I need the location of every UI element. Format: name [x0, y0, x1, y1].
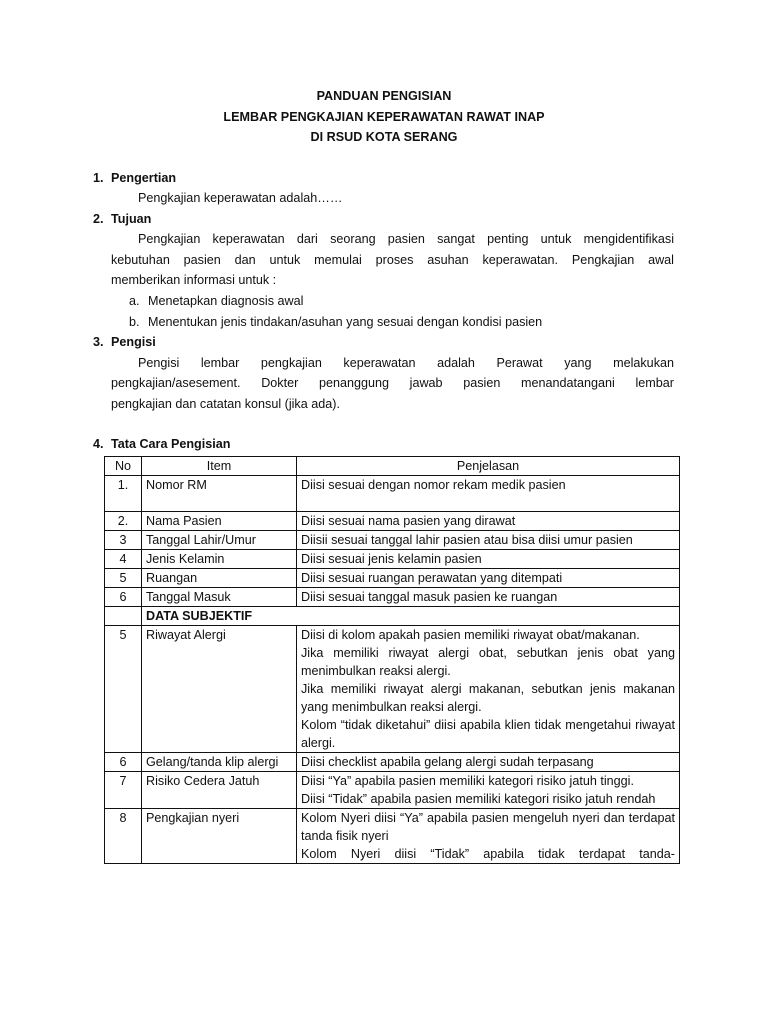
row-item: Jenis Kelamin — [142, 550, 297, 569]
table-row — [105, 772, 680, 809]
doc-title-line-1: PANDUAN PENGISIAN — [316, 89, 452, 103]
subheading-data-subjektif: DATA SUBJEKTIF — [142, 607, 680, 626]
section-2-number: 2. — [93, 212, 104, 226]
row-no: 1. — [105, 476, 142, 512]
row-no: 6 — [105, 588, 142, 607]
section-2-item-a: Menetapkan diagnosis awal — [148, 294, 304, 308]
section-1-heading: Pengertian — [111, 171, 177, 185]
table-row — [105, 626, 680, 753]
section-3-heading: Pengisi — [111, 335, 156, 349]
row-desc: Diisi checklist apabila gelang alergi sudah terpasang — [297, 753, 680, 772]
table-row — [105, 550, 680, 569]
section-3-line-3: pengkajian dan catatan konsul (jika ada). — [111, 397, 340, 411]
table-header-row — [105, 457, 680, 476]
header-no: No — [105, 457, 142, 476]
section-3-line-2: pengkajian/asesement. Dokter penanggung jawab pasien menandatangani lembar — [111, 376, 674, 390]
row-no: 8 — [105, 809, 142, 864]
section-2-item-b: Menentukan jenis tindakan/asuhan yang sesuai dengan kondisi pasien — [148, 315, 543, 329]
section-2-item-a-label: a. — [129, 294, 140, 308]
table-row — [105, 531, 680, 550]
jatuh-desc-1: Diisi “Ya” apabila pasien memiliki kategori risiko jatuh tinggi. — [301, 774, 634, 788]
section-3-number: 3. — [93, 335, 104, 349]
table-subheading-row — [105, 607, 680, 626]
row-item: Pengkajian nyeri — [142, 809, 297, 864]
tata-cara-table — [104, 456, 680, 864]
section-4-heading: Tata Cara Pengisian — [111, 437, 231, 451]
row-item: Riwayat Alergi — [142, 626, 297, 753]
row-desc — [297, 626, 680, 753]
row-no: 2. — [105, 512, 142, 531]
row-item: Tanggal Masuk — [142, 588, 297, 607]
row-desc: Diisi sesuai dengan nomor rekam medik pasien — [297, 476, 680, 512]
row-desc: Diisi sesuai ruangan perawatan yang ditempati — [297, 569, 680, 588]
row-no: 3 — [105, 531, 142, 550]
table-row — [105, 476, 680, 512]
section-1-body: Pengkajian keperawatan adalah…… — [138, 191, 343, 205]
doc-title-line-2: LEMBAR PENGKAJIAN KEPERAWATAN RAWAT INAP — [223, 110, 545, 124]
row-no: 6 — [105, 753, 142, 772]
row-no: 5 — [105, 626, 142, 753]
row-no: 7 — [105, 772, 142, 809]
section-2-line-2: kebutuhan pasien dan untuk memulai proses asuhan keperawatan. Pengkajian awal — [111, 253, 674, 267]
table-row — [105, 809, 680, 864]
row-desc: Diisi sesuai nama pasien yang dirawat — [297, 512, 680, 531]
row-item: Ruangan — [142, 569, 297, 588]
section-4-number: 4. — [93, 437, 104, 451]
row-no: 5 — [105, 569, 142, 588]
section-2-line-1: Pengkajian keperawatan dari seorang pasien sangat penting untuk mengidentifikasi — [138, 232, 674, 246]
row-desc — [297, 809, 680, 864]
section-3-line-1: Pengisi lembar pengkajian keperawatan adalah Perawat yang melakukan — [138, 356, 674, 370]
nyeri-desc-1: Kolom Nyeri diisi “Ya” apabila pasien mengeluh nyeri dan terdapat tanda fisik nyeri — [301, 811, 675, 843]
header-item: Item — [142, 457, 297, 476]
header-penjelasan: Penjelasan — [297, 457, 680, 476]
jatuh-desc-2: Diisi “Tidak” apabila pasien memiliki kategori risiko jatuh rendah — [301, 792, 656, 806]
row-item: Gelang/tanda klip alergi — [142, 753, 297, 772]
section-2-heading: Tujuan — [111, 212, 152, 226]
section-2-line-3: memberikan informasi untuk : — [111, 273, 277, 287]
table-row — [105, 753, 680, 772]
row-no: 4 — [105, 550, 142, 569]
row-item: Tanggal Lahir/Umur — [142, 531, 297, 550]
row-desc: Diisii sesuai tanggal lahir pasien atau bisa diisi umur pasien — [297, 531, 680, 550]
row-item: Nomor RM — [142, 476, 297, 512]
row-item: Nama Pasien — [142, 512, 297, 531]
row-desc: Diisi sesuai tanggal masuk pasien ke ruangan — [297, 588, 680, 607]
subheading-empty-cell — [105, 607, 142, 626]
row-item: Risiko Cedera Jatuh — [142, 772, 297, 809]
table-row — [105, 588, 680, 607]
alergi-desc-1: Diisi di kolom apakah pasien memiliki riwayat obat/makanan. — [301, 628, 640, 642]
doc-title-line-3: DI RSUD KOTA SERANG — [310, 130, 458, 144]
section-1-number: 1. — [93, 171, 104, 185]
nyeri-desc-2: Kolom Nyeri diisi “Tidak” apabila tidak terdapat tanda- — [301, 847, 675, 861]
alergi-desc-4: Kolom “tidak diketahui” diisi apabila klien tidak mengetahui riwayat alergi. — [301, 718, 675, 750]
alergi-desc-2: Jika memiliki riwayat alergi obat, sebutkan jenis obat yang menimbulkan reaksi alergi. — [301, 646, 675, 678]
row-desc: Diisi sesuai jenis kelamin pasien — [297, 550, 680, 569]
alergi-desc-3: Jika memiliki riwayat alergi makanan, sebutkan jenis makanan yang menimbulkan reaksi alergi. — [301, 682, 675, 714]
table-row — [105, 569, 680, 588]
section-2-item-b-label: b. — [129, 315, 140, 329]
row-desc — [297, 772, 680, 809]
table-row — [105, 512, 680, 531]
